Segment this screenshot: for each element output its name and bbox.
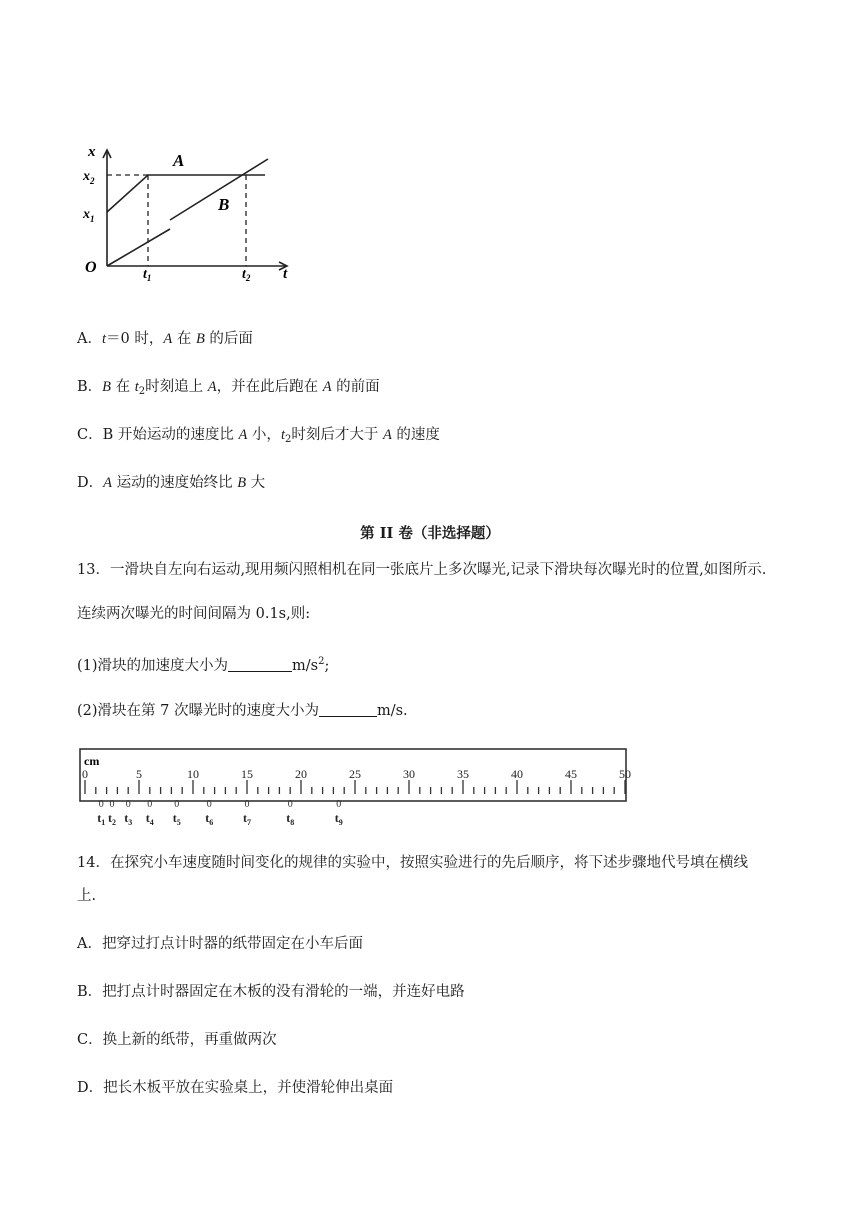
ruler-label: 30 (403, 767, 415, 781)
exposure-dot: 0 (109, 799, 115, 810)
line-a (107, 175, 265, 212)
t2-label: $t_2$ (242, 267, 251, 283)
ruler-label: 35 (457, 767, 469, 781)
section-title: 第 II 卷（非选择题） (360, 525, 500, 542)
t1-label: $t_1$ (143, 267, 152, 283)
ruler-label: 45 (565, 767, 577, 781)
exposure-marker: $t_5$ (172, 811, 181, 827)
exposure-marker: $t_8$ (286, 811, 295, 827)
ruler-label: 20 (295, 767, 307, 781)
ruler-unit: cm (84, 754, 100, 768)
q14-option-b: B．把打点计时器固定在木板的没有滑轮的一端，并连好电路 (77, 984, 465, 1000)
exposure-marker: $t_1$ (97, 811, 106, 827)
q13-part2: (2)滑块在第 7 次曝光时的速度大小为 m/s. (77, 703, 408, 719)
q14-option-d: D．把长木板平放在实验桌上，并使滑轮伸出桌面 (77, 1080, 394, 1096)
ruler-label: 40 (511, 767, 523, 781)
ruler-label: 25 (349, 767, 361, 781)
exposure-dot: 0 (98, 799, 104, 810)
line-a-label: A (173, 151, 185, 170)
q12-option-d: D．A 运动的速度始终比 B 大 (77, 475, 266, 491)
q12-option-a: A．t＝0 时，A 在 B 的后面 (77, 331, 253, 347)
exposure-dot: 0 (147, 799, 153, 810)
xt-graph (75, 138, 310, 283)
q14-option-c: C．换上新的纸带，再重做两次 (77, 1032, 277, 1048)
exposure-dot: 0 (336, 799, 342, 810)
exposure-marker: $t_3$ (124, 811, 133, 827)
axis-y-label: x (88, 144, 96, 160)
exposure-dot: 0 (125, 799, 131, 810)
line-b (107, 229, 170, 266)
origin-label: O (85, 259, 97, 276)
q13-stem-line1: 13．一滑块自左向右运动,现用频闪照相机在同一张底片上多次曝光,记录下滑块每次曝光时的位置,如图所示. (77, 562, 767, 578)
exposure-dot: 0 (174, 799, 180, 810)
q12-option-b: B．B 在 $t_2$时刻追上 A，并在此后跑在 A 的前面 (77, 379, 380, 397)
q13-part1: (1)滑块的加速度大小为 $m/s^2$; (77, 656, 330, 674)
ruler-label: 10 (187, 767, 199, 781)
q13-stem-line2: 连续两次曝光的时间间隔为 0.1s,则: (77, 606, 311, 622)
axis-x-label: t (283, 266, 288, 282)
ruler-label: 50 (619, 767, 631, 781)
exposure-marker: $t_7$ (243, 811, 251, 827)
exposure-dot: 0 (244, 799, 250, 810)
exposure-marker: $t_9$ (334, 811, 343, 827)
answer-blank-1[interactable] (228, 657, 292, 672)
exposure-marker: $t_6$ (205, 811, 214, 827)
q14-stem-line2: 上. (77, 888, 97, 904)
exposure-dot: 0 (206, 799, 212, 810)
q14-option-a: A．把穿过打点计时器的纸带固定在小车后面 (77, 936, 363, 952)
q12-option-c: C．B 开始运动的速度比 A 小，$t_2$时刻后才大于 A 的速度 (77, 427, 440, 445)
x2-label: $x_2$ (83, 169, 95, 186)
x1-label: $x_1$ (83, 207, 95, 224)
ruler-label: 15 (241, 767, 253, 781)
exposure-dot: 0 (287, 799, 293, 810)
line-b-label: B (218, 195, 230, 214)
exposure-marker: $t_2$ (108, 811, 116, 827)
answer-blank-2[interactable] (319, 702, 377, 717)
exposure-marker: $t_4$ (145, 811, 154, 827)
ruler-label: 0 (82, 767, 88, 781)
ruler-figure (75, 744, 635, 828)
ruler-label: 5 (136, 767, 142, 781)
q14-stem-line1: 14．在探究小车速度随时间变化的规律的实验中，按照实验进行的先后顺序，将下述步骤地代号填在横线 (77, 855, 748, 871)
